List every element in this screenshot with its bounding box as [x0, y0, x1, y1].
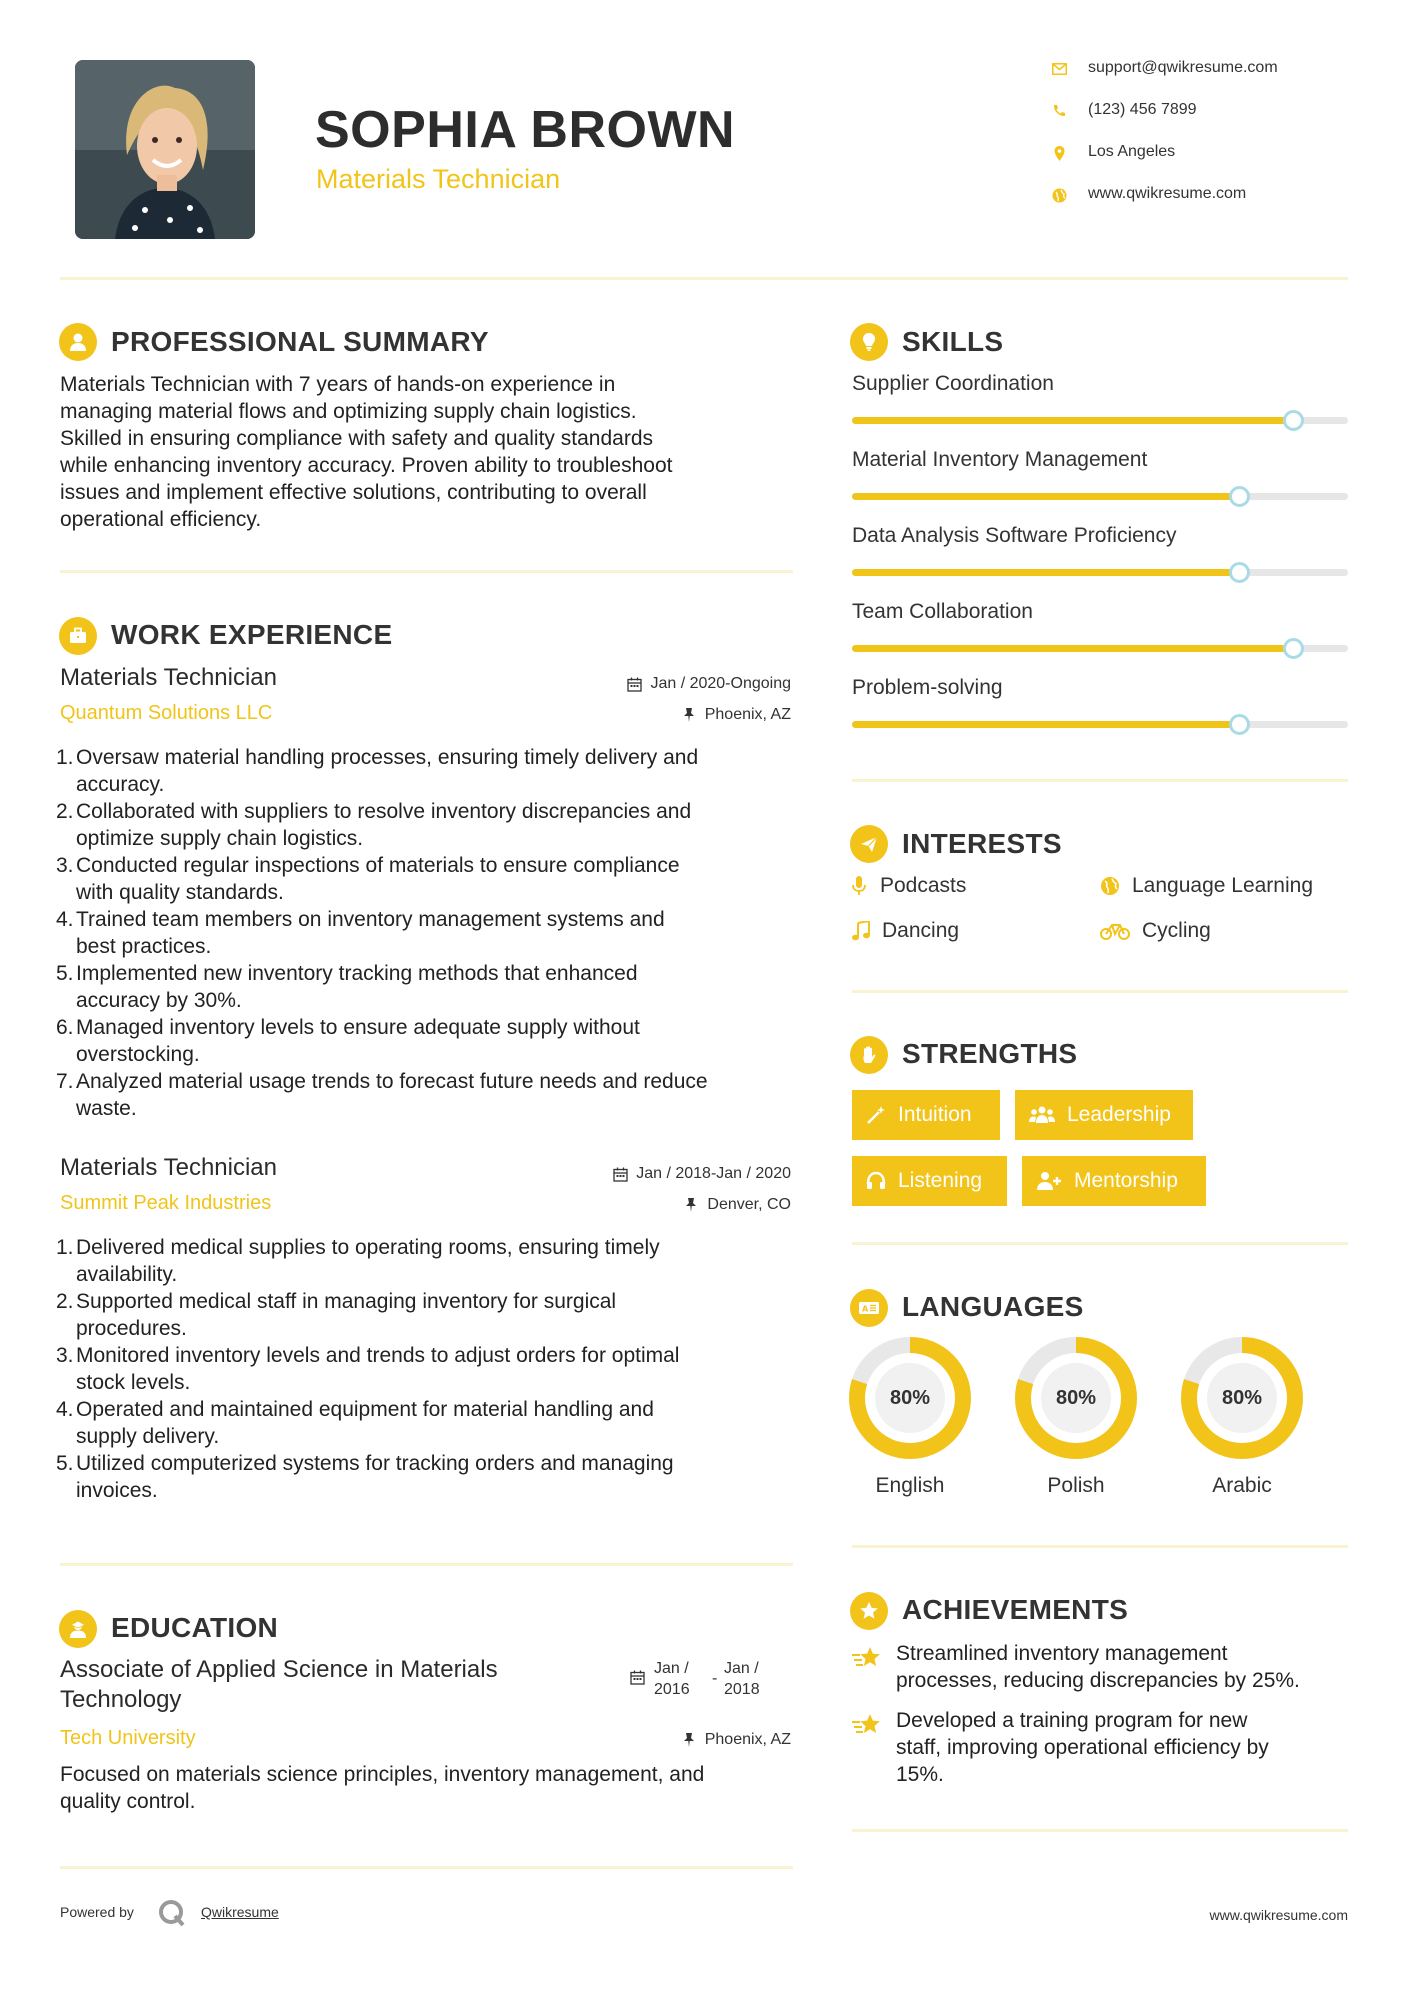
job-dates — [627, 675, 791, 693]
strength-chip — [1015, 1090, 1193, 1140]
language-percent: 80% — [1207, 1363, 1277, 1433]
interest-label: Language Learning — [1132, 874, 1314, 897]
strength-chip — [852, 1156, 1007, 1206]
job-company: Quantum Solutions LLC — [60, 702, 273, 724]
edu-start-year: 2016 — [654, 1681, 690, 1698]
powered-by-text: Powered by — [60, 1904, 134, 1920]
strength-label: Intuition — [898, 1103, 972, 1126]
skill-bar — [852, 721, 1348, 728]
contact-location: Los Angeles — [1088, 143, 1176, 160]
language-percent: 80% — [875, 1363, 945, 1433]
list-item-cont: optimize supply chain logistics. — [76, 827, 364, 850]
interest-item — [1100, 874, 1313, 898]
summary-title: PROFESSIONAL SUMMARY — [111, 326, 489, 357]
list-item: 2. Supported medical staff in managing inventory for surgical — [56, 1290, 617, 1313]
map-pin-icon — [1050, 144, 1068, 162]
interest-label: Dancing — [882, 919, 960, 942]
language-ring — [849, 1337, 971, 1459]
strength-label: Listening — [898, 1169, 983, 1192]
job-company: Summit Peak Industries — [60, 1192, 272, 1214]
job-title: Materials Technician — [60, 1154, 277, 1181]
interest-item — [852, 874, 966, 898]
edu-desc-line: quality control. — [60, 1790, 196, 1813]
job-location — [685, 1196, 791, 1214]
strength-label: Mentorship — [1074, 1169, 1178, 1192]
paper-plane-icon — [850, 825, 888, 863]
skill-bar-fill — [852, 493, 1239, 500]
achievement-line: Developed a training program for new — [896, 1709, 1248, 1732]
contact-email[interactable]: support@qwikresume.com — [1088, 59, 1278, 76]
skill-bar-fill — [852, 645, 1293, 652]
calendar-icon — [627, 677, 642, 692]
user-icon — [59, 323, 97, 361]
mail-icon — [1050, 60, 1068, 78]
edu-location — [683, 1731, 791, 1749]
summary-line: managing material flows and optimizing supply chain logistics. — [60, 400, 637, 423]
degree-line: Associate of Applied Science in Materials — [60, 1656, 498, 1683]
achievement-line: 15%. — [896, 1763, 944, 1786]
bicycle-icon — [1100, 922, 1130, 940]
candidate-role: Materials Technician — [316, 164, 561, 194]
music-note-icon — [852, 921, 870, 941]
summary-line: Skilled in ensuring compliance with safety and quality standards — [60, 427, 653, 450]
hand-icon — [850, 1036, 888, 1074]
list-item-cont: best practices. — [76, 935, 212, 958]
strengths-title: STRENGTHS — [902, 1038, 1078, 1069]
star-icon — [852, 1646, 884, 1672]
job-location-text: Phoenix, AZ — [704, 706, 791, 723]
achievement-line: processes, reducing discrepancies by 25%. — [896, 1669, 1300, 1692]
list-item: 4. Operated and maintained equipment for material handling and — [56, 1398, 654, 1421]
pin-icon — [683, 708, 695, 722]
list-item: 1. Delivered medical supplies to operating rooms, ensuring timely — [56, 1236, 660, 1259]
interests-divider — [852, 990, 1348, 993]
list-item-cont: availability. — [76, 1263, 178, 1286]
skill-bar — [852, 493, 1348, 500]
strength-chip — [852, 1090, 1000, 1140]
skill-bar-knob — [1229, 562, 1250, 583]
summary-divider — [60, 570, 793, 573]
skill-bar-knob — [1283, 410, 1304, 431]
job-location — [683, 706, 791, 724]
job-dates-text: Jan / 2020-Ongoing — [650, 675, 791, 692]
job-location-text: Denver, CO — [707, 1196, 791, 1213]
education-title: EDUCATION — [111, 1612, 279, 1643]
magic-wand-icon — [866, 1105, 886, 1125]
skill-name: Data Analysis Software Proficiency — [852, 524, 1177, 547]
strength-chip — [1022, 1156, 1206, 1206]
job-dates-text: Jan / 2018-Jan / 2020 — [636, 1165, 791, 1182]
graduation-icon — [59, 1610, 97, 1648]
header-divider — [60, 277, 1348, 280]
list-item: 4. Trained team members on inventory management systems and — [56, 908, 665, 931]
edu-end: Jan / — [724, 1660, 759, 1677]
phone-icon — [1050, 102, 1068, 120]
list-item: 7. Analyzed material usage trends to forecast future needs and reduce — [56, 1070, 708, 1093]
languages-title: LANGUAGES — [902, 1291, 1084, 1322]
job-responsibilities — [58, 1234, 798, 1504]
language-ring — [1181, 1337, 1303, 1459]
language-name: Polish — [1047, 1474, 1105, 1497]
list-item-cont: stock levels. — [76, 1371, 191, 1394]
list-item-cont: waste. — [76, 1097, 137, 1120]
skill-bar — [852, 645, 1348, 652]
achievement-line: staff, improving operational efficiency by — [896, 1736, 1269, 1759]
summary-text — [60, 371, 800, 533]
list-item-cont: accuracy by 30%. — [76, 989, 242, 1012]
star-badge-icon — [850, 1592, 888, 1630]
strength-label: Leadership — [1067, 1103, 1171, 1126]
language-name: English — [875, 1474, 945, 1497]
star-icon — [852, 1713, 884, 1739]
list-item: 3. Conducted regular inspections of materials to ensure compliance — [56, 854, 680, 877]
language-icon — [850, 1289, 888, 1327]
skill-bar-fill — [852, 721, 1239, 728]
summary-line: while enhancing inventory accuracy. Proven ability to troubleshoot — [60, 454, 673, 477]
skill-bar-fill — [852, 417, 1293, 424]
job-title: Materials Technician — [60, 664, 277, 691]
interest-label: Cycling — [1142, 919, 1211, 942]
skill-bar-fill — [852, 569, 1239, 576]
pin-icon — [685, 1198, 697, 1212]
svg-text:A: A — [862, 1304, 869, 1314]
edu-location-text: Phoenix, AZ — [704, 1731, 791, 1748]
interest-item — [1100, 919, 1211, 943]
list-item-cont: overstocking. — [76, 1043, 200, 1066]
footer-website[interactable]: www.qwikresume.com — [1209, 1907, 1348, 1923]
school-name: Tech University — [60, 1727, 196, 1749]
list-item-cont: with quality standards. — [76, 881, 284, 904]
candidate-name: SOPHIA BROWN — [315, 101, 736, 159]
list-item-cont: procedures. — [76, 1317, 187, 1340]
qwikresume-link[interactable]: Qwikresume — [201, 1904, 279, 1920]
skill-bar — [852, 417, 1348, 424]
edu-start: Jan / — [654, 1660, 689, 1677]
language-percent: 80% — [1041, 1363, 1111, 1433]
calendar-icon — [613, 1167, 628, 1182]
contact-phone: (123) 456 7899 — [1088, 101, 1197, 118]
language-name: Arabic — [1212, 1474, 1272, 1497]
summary-line: Materials Technician with 7 years of hands-on experience in — [60, 373, 616, 396]
skill-bar-knob — [1229, 486, 1250, 507]
list-item: 2. Collaborated with suppliers to resolve inventory discrepancies and — [56, 800, 692, 823]
edu-description — [60, 1761, 800, 1815]
list-item-cont: invoices. — [76, 1479, 158, 1502]
calendar-icon — [630, 1670, 645, 1685]
list-item: 1. Oversaw material handling processes, ensuring timely delivery and — [56, 746, 699, 769]
skills-title: SKILLS — [902, 326, 1004, 357]
achievement-line: Streamlined inventory management — [896, 1642, 1228, 1665]
pin-icon — [683, 1733, 695, 1747]
skill-name: Team Collaboration — [852, 600, 1033, 623]
briefcase-icon — [59, 617, 97, 655]
headphones-icon — [866, 1171, 886, 1191]
qwikresume-logo-icon — [157, 1898, 187, 1933]
globe-icon — [1050, 186, 1068, 204]
users-icon — [1029, 1105, 1055, 1125]
lightbulb-icon — [850, 323, 888, 361]
skill-bar-knob — [1283, 638, 1304, 659]
interests-title: INTERESTS — [902, 828, 1062, 859]
skill-bar-knob — [1229, 714, 1250, 735]
work-divider — [60, 1563, 793, 1566]
interest-item — [852, 919, 959, 943]
skills-divider — [852, 779, 1348, 782]
globe-icon — [1100, 876, 1120, 896]
microphone-icon — [852, 876, 866, 896]
user-plus-icon — [1036, 1171, 1062, 1191]
work-title: WORK EXPERIENCE — [111, 619, 393, 650]
degree-title — [60, 1655, 620, 1715]
list-item: 5. Implemented new inventory tracking methods that enhanced — [56, 962, 638, 985]
degree-line: Technology — [60, 1686, 182, 1713]
job-responsibilities — [58, 744, 798, 1122]
list-item: 5. Utilized computerized systems for tracking orders and managing — [56, 1452, 674, 1475]
summary-line: issues and implement effective solutions, contributing to overall — [60, 481, 647, 504]
language-ring — [1015, 1337, 1137, 1459]
contact-website[interactable]: www.qwikresume.com — [1088, 185, 1247, 202]
interest-label: Podcasts — [880, 874, 967, 897]
edu-desc-line: Focused on materials science principles, inventory management, and — [60, 1763, 705, 1786]
skill-name: Supplier Coordination — [852, 372, 1054, 395]
list-item: 3. Monitored inventory levels and trends to adjust orders for optimal — [56, 1344, 680, 1367]
job-dates — [613, 1165, 791, 1183]
achievements-divider — [852, 1829, 1348, 1832]
strengths-divider — [852, 1242, 1348, 1245]
edu-end-year: 2018 — [724, 1681, 760, 1698]
skill-bar — [852, 569, 1348, 576]
education-divider — [60, 1866, 793, 1869]
profile-photo — [75, 60, 255, 239]
summary-line: operational efficiency. — [60, 508, 262, 531]
list-item: 6. Managed inventory levels to ensure adequate supply without — [56, 1016, 640, 1039]
languages-divider — [852, 1545, 1348, 1548]
skill-name: Material Inventory Management — [852, 448, 1148, 471]
list-item-cont: supply delivery. — [76, 1425, 220, 1448]
achievements-title: ACHIEVEMENTS — [902, 1594, 1129, 1625]
list-item-cont: accuracy. — [76, 773, 165, 796]
skill-name: Problem-solving — [852, 676, 1003, 699]
